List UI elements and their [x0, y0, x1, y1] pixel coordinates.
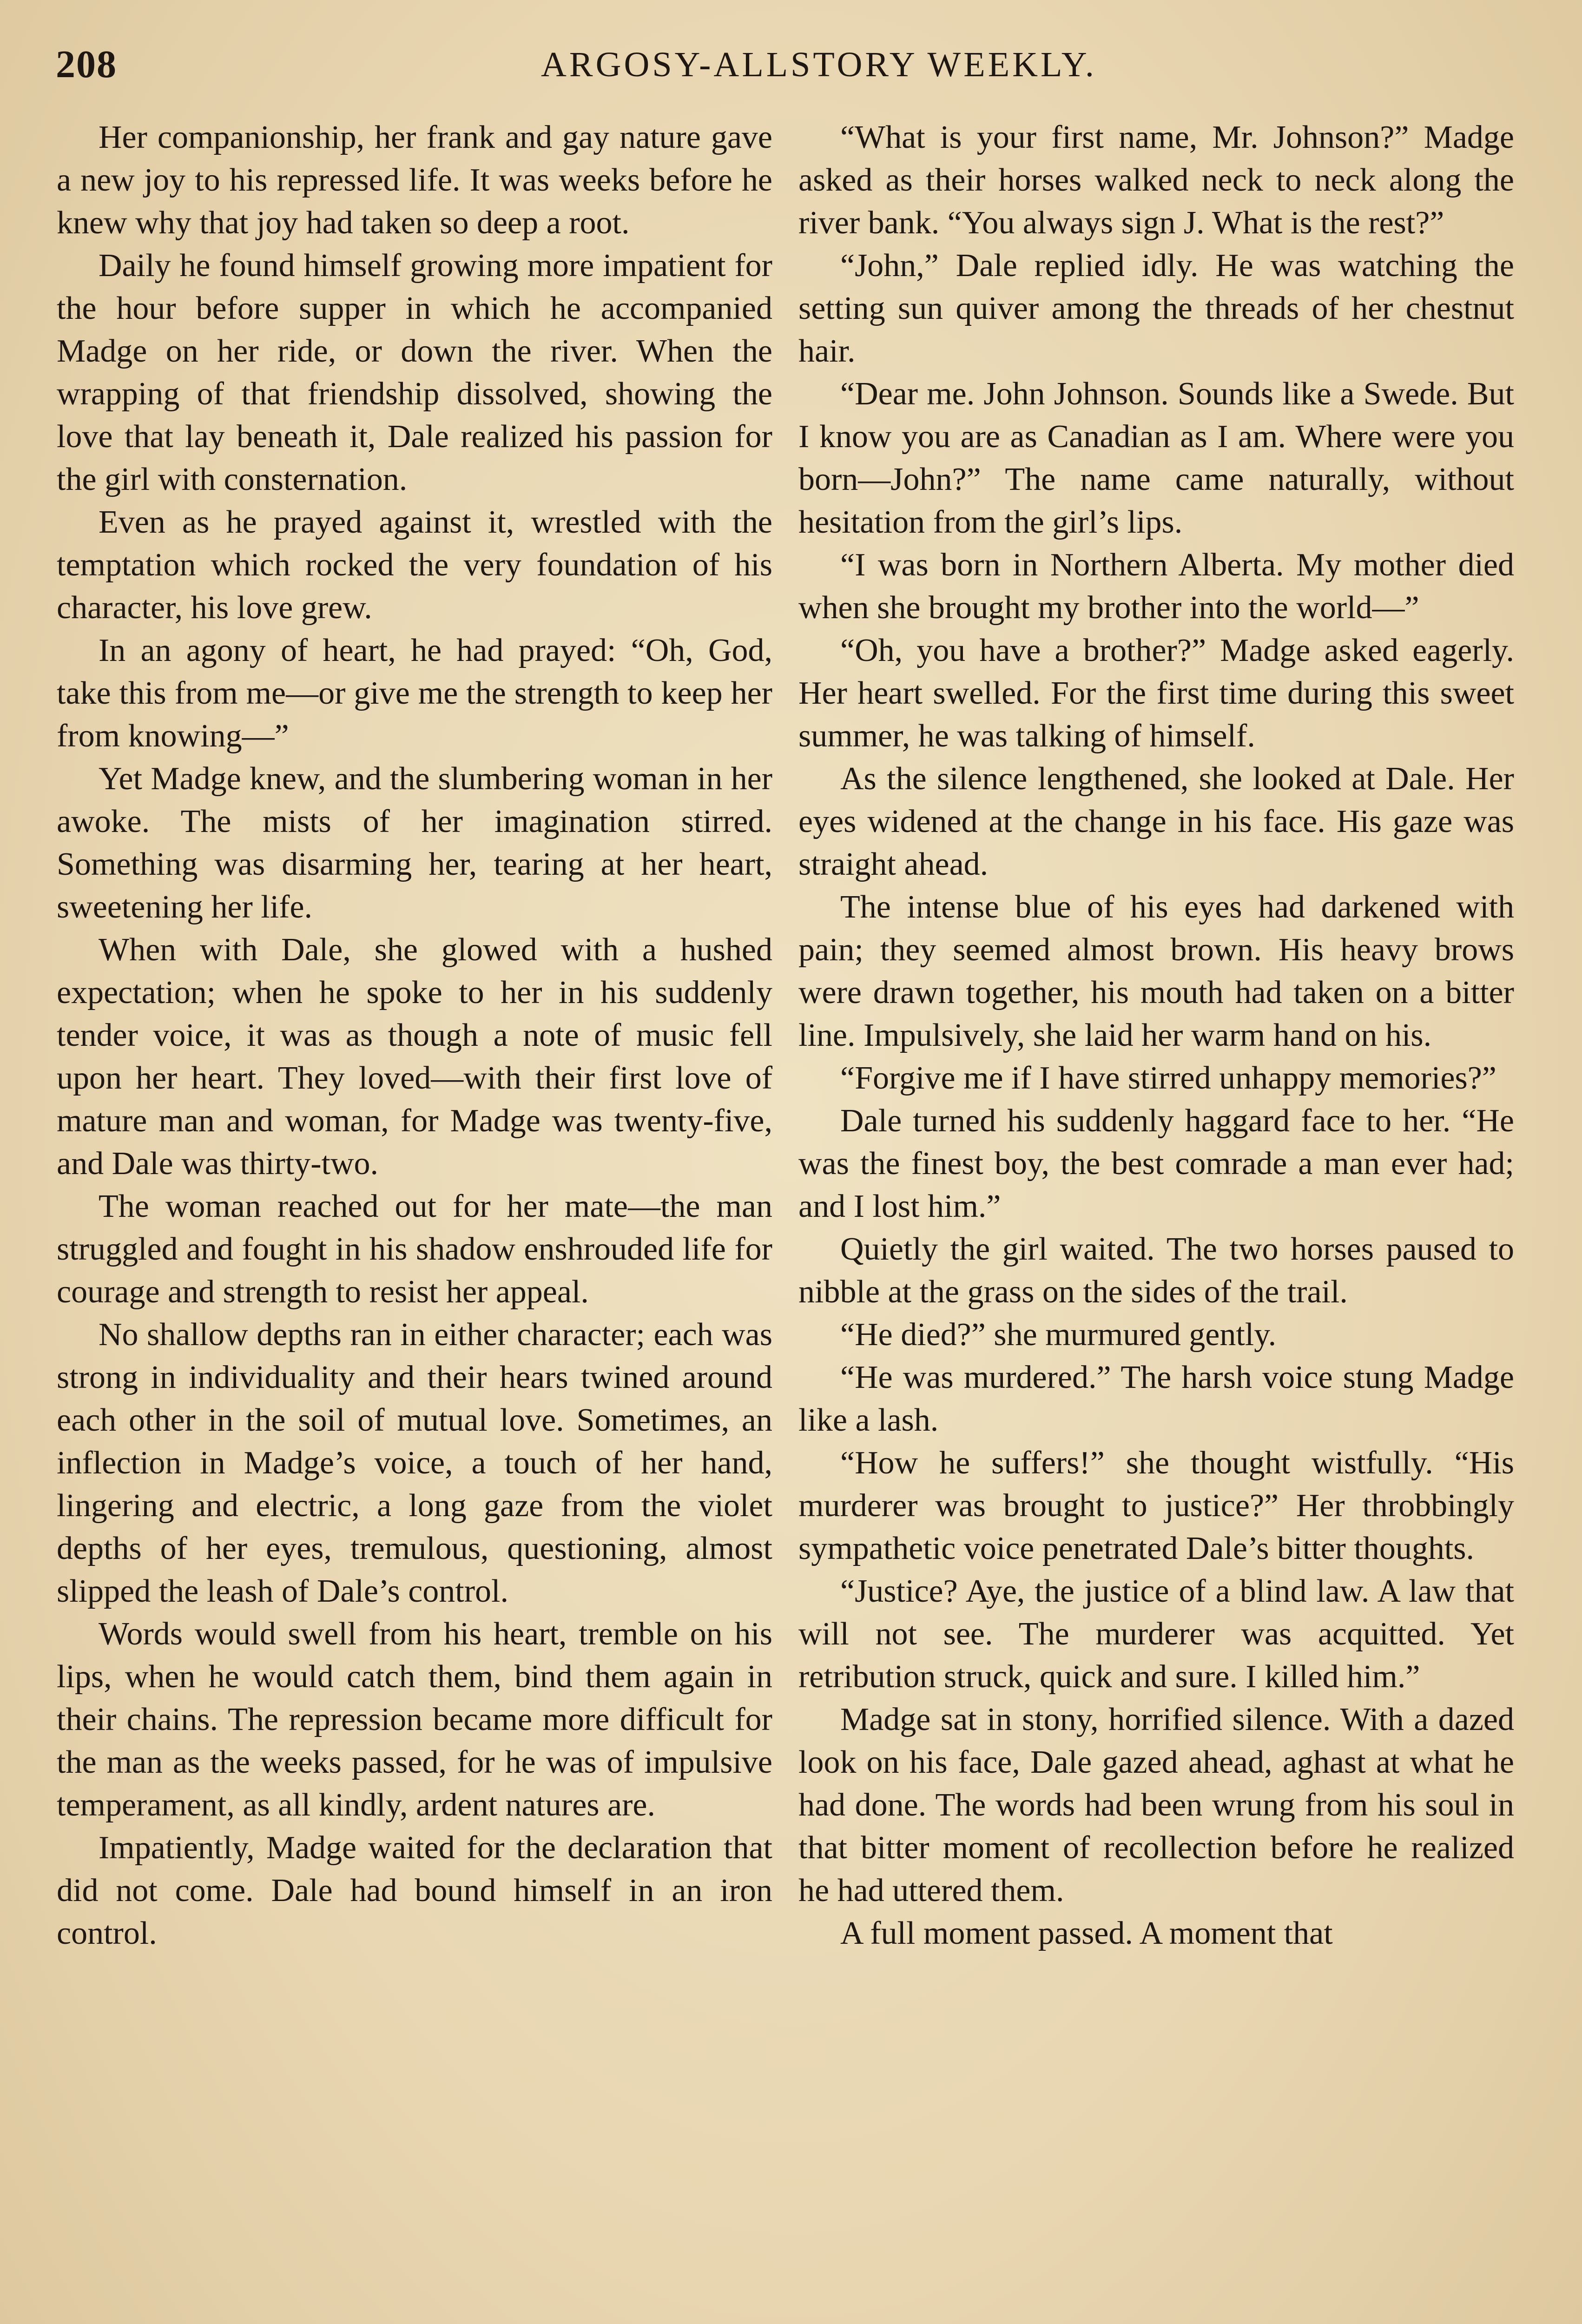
- paragraph: “Justice? Aye, the justice of a blind law. A law that will not see. The murderer was acquitted. Yet retribution struck, quick and sure. I killed him.”: [798, 1573, 1514, 1695]
- right-column: [798, 116, 1514, 1955]
- paragraph: Dale turned his suddenly haggard face to her. “He was the finest boy, the best comrade a man ever had; and I lost him.”: [798, 1103, 1514, 1224]
- paragraph: Quietly the girl waited. The two horses paused to nibble at the grass on the sides of the trail.: [798, 1231, 1514, 1310]
- page-header: [56, 33, 1526, 93]
- paragraph: No shallow depths ran in either character; each was strong in individuality and their hears twined around each other in the soil of mutual love. Sometimes, an inflection in Madge’s voice, a touch of her hand, lingering and electric, a long gaze from the violet depths of her eyes, tremulous, questioning, almost slipped the leash of Dale’s control.: [57, 1317, 772, 1609]
- paragraph: Words would swell from his heart, tremble on his lips, when he would catch them, bind them again in their chains. The repression became more difficult for the man as the weeks passed, for he was of impulsive temperament, as all kindly, ardent natures are.: [57, 1616, 772, 1823]
- left-column: [57, 116, 772, 1955]
- paragraph: Impatiently, Madge waited for the declaration that did not come. Dale had bound himself in an iron control.: [57, 1830, 772, 1951]
- paragraph: As the silence lengthened, she looked at Dale. Her eyes widened at the change in his face. His gaze was straight ahead.: [798, 761, 1514, 882]
- paragraph: “Forgive me if I have stirred unhappy memories?”: [840, 1060, 1496, 1096]
- paragraph: “What is your first name, Mr. Johnson?” Madge asked as their horses walked neck to neck along the river bank. “You always sign J. What is the rest?”: [798, 119, 1514, 241]
- paragraph: Daily he found himself growing more impatient for the hour before supper in which he accompanied Madge on her ride, or down the river. When the wrapping of that friendship dissolved, showing the love that lay beneath it, Dale realized his passion for the girl with consternation.: [57, 248, 772, 497]
- paragraph: The intense blue of his eyes had darkened with pain; they seemed almost brown. His heavy brows were drawn together, his mouth had taken on a bitter line. Impulsively, she laid her warm hand on his.: [798, 889, 1514, 1053]
- paragraph: “John,” Dale replied idly. He was watching the setting sun quiver among the threads of her chestnut hair.: [798, 248, 1514, 369]
- paragraph: Even as he prayed against it, wrestled with the temptation which rocked the very foundation of his character, his love grew.: [57, 504, 772, 626]
- paragraph: When with Dale, she glowed with a hushed expectation; when he spoke to her in his suddenly tender voice, it was as though a note of music fell upon her heart. They loved—with their first love of mature man and woman, for Madge was twenty-five, and Dale was thirty-two.: [57, 932, 772, 1182]
- paragraph: In an agony of heart, he had prayed: “Oh, God, take this from me—or give me the strength to keep her from knowing—”: [57, 633, 772, 754]
- paragraph: Yet Madge knew, and the slumbering woman in her awoke. The mists of her imagination stirred. Something was disarming her, tearing at her heart, sweetening her life.: [57, 761, 772, 925]
- paragraph: “How he suffers!” she thought wistfully. “His murderer was brought to justice?” Her throbbingly sympathetic voice penetrated Dale’s bitter thoughts.: [798, 1445, 1514, 1566]
- running-head: ARGOSY-ALLSTORY WEEKLY.: [541, 45, 1097, 84]
- paragraph: “Dear me. John Johnson. Sounds like a Swede. But I know you are as Canadian as I am. Where were you born—John?” The name came naturally, without hesitation from the girl’s lips.: [798, 376, 1514, 540]
- paragraph: Her companionship, her frank and gay nature gave a new joy to his repressed life. It was weeks before he knew why that joy had taken so deep a root.: [57, 119, 772, 241]
- paragraph: “Oh, you have a brother?” Madge asked eagerly. Her heart swelled. For the first time during this sweet summer, he was talking of himself.: [798, 633, 1514, 754]
- paragraph: The woman reached out for her mate—the man struggled and fought in his shadow enshrouded life for courage and strength to resist her appeal.: [57, 1188, 772, 1310]
- page-number: 208: [56, 43, 117, 86]
- paragraph: “I was born in Northern Alberta. My mother died when she brought my brother into the world—”: [798, 547, 1514, 626]
- paragraph: “He died?” she murmured gently.: [840, 1317, 1277, 1353]
- paragraph: “He was murdered.” The harsh voice stung Madge like a lash.: [798, 1360, 1514, 1438]
- paragraph: Madge sat in stony, horrified silence. With a dazed look on his face, Dale gazed ahead, aghast at what he had done. The words had been wrung from his soul in that bitter moment of recollection before he realized he had uttered them.: [798, 1702, 1514, 1908]
- paragraph: A full moment passed. A moment that: [840, 1915, 1333, 1951]
